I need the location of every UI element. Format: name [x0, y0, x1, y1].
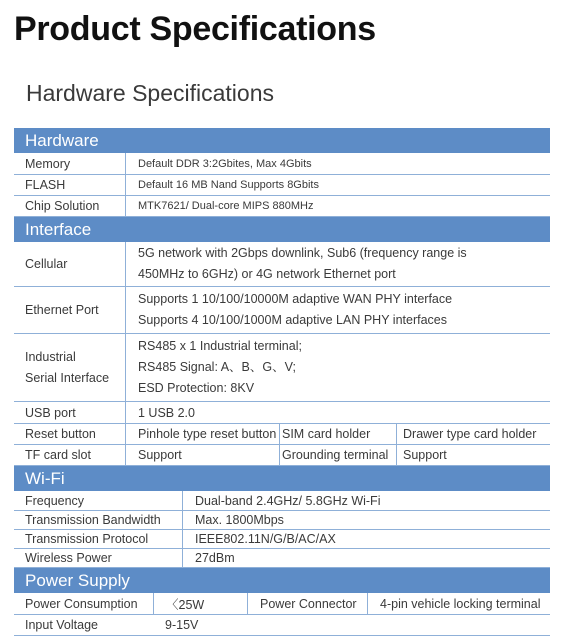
tf-value: Support — [125, 445, 279, 465]
chip-row — [14, 196, 550, 217]
voltage-row — [14, 615, 550, 636]
bandwidth-label: Transmission Bandwidth — [25, 513, 161, 527]
serial-label — [14, 334, 125, 401]
voltage-value: 9-15V — [165, 618, 199, 632]
serial-value — [125, 334, 550, 401]
frequency-label: Frequency — [25, 493, 85, 508]
protocol-label: Transmission Protocol — [25, 532, 149, 546]
serial-row — [14, 334, 550, 402]
flash-value: Default 16 MB Nand Supports 8Gbits — [125, 175, 550, 195]
tf-row — [14, 445, 550, 466]
flash-row — [14, 175, 550, 196]
spec-table — [14, 128, 550, 636]
protocol-row — [14, 530, 550, 549]
consumption-label: Power Consumption — [25, 596, 138, 611]
cellular-line: 5G network with 2Gbps downlink, Sub6 (frequency range is — [138, 246, 467, 260]
wireless-power-value: 27dBm — [182, 549, 550, 567]
ethernet-line: Supports 4 10/100/1000M adaptive LAN PHY interfaces — [138, 313, 447, 327]
grounding-value: Support — [396, 445, 550, 465]
connector-label: Power Connector — [247, 593, 367, 614]
serial-line: RS485 x 1 Industrial terminal; — [138, 339, 302, 353]
sim-holder-value: Drawer type card holder — [396, 424, 550, 444]
sim-holder-label: SIM card holder — [279, 424, 396, 444]
voltage-label: Input Voltage — [25, 618, 98, 632]
memory-row — [14, 153, 550, 175]
wireless-power-row — [14, 549, 550, 568]
wireless-power-label: Wireless Power — [25, 551, 112, 565]
power-section-header: Power Supply — [14, 568, 550, 593]
frequency-row — [14, 491, 550, 511]
memory-value: Default DDR 3:2Gbites, Max 4Gbits — [125, 153, 550, 174]
grounding-label: Grounding terminal — [279, 445, 396, 465]
reset-label: Reset button — [25, 427, 96, 441]
memory-label: Memory — [25, 156, 71, 171]
consumption-row — [14, 593, 550, 615]
cellular-row — [14, 242, 550, 287]
bandwidth-row — [14, 511, 550, 530]
usb-row — [14, 402, 550, 424]
consumption-value: 〈25W — [153, 593, 247, 614]
hardware-section-header: Hardware — [14, 128, 550, 153]
serial-label-line: Serial Interface — [25, 370, 110, 385]
reset-row — [14, 424, 550, 445]
chip-label: Chip Solution — [25, 199, 100, 213]
wifi-section-header: Wi-Fi — [14, 466, 550, 491]
section-subtitle: Hardware Specifications — [26, 80, 275, 106]
frequency-value: Dual-band 2.4GHz/ 5.8GHz Wi-Fi — [182, 491, 550, 510]
serial-line: ESD Protection: 8KV — [138, 381, 255, 395]
serial-line: RS485 Signal: A、B、G、V; — [138, 360, 296, 374]
tf-label: TF card slot — [25, 448, 91, 462]
ethernet-row — [14, 287, 550, 334]
cellular-line: 450MHz to 6GHz) or 4G network Ethernet port — [138, 267, 396, 281]
cellular-value — [125, 242, 550, 286]
ethernet-label: Ethernet Port — [25, 303, 99, 317]
usb-value: 1 USB 2.0 — [125, 402, 550, 423]
page-title: Product Specifications — [14, 10, 376, 48]
protocol-value: IEEE802.11N/G/B/AC/AX — [182, 530, 550, 548]
serial-label-line: Industrial — [25, 349, 76, 364]
ethernet-line: Supports 1 10/100/10000M adaptive WAN PHY interface — [138, 292, 453, 306]
bandwidth-value: Max. 1800Mbps — [182, 511, 550, 529]
reset-value: Pinhole type reset button — [125, 424, 279, 444]
cellular-label: Cellular — [25, 257, 68, 271]
chip-value: MTK7621/ Dual-core MIPS 880MHz — [125, 196, 550, 216]
usb-label: USB port — [25, 405, 76, 420]
ethernet-value — [125, 287, 550, 333]
flash-label: FLASH — [25, 178, 66, 192]
connector-value: 4-pin vehicle locking terminal — [367, 593, 550, 614]
interface-section-header: Interface — [14, 217, 550, 242]
